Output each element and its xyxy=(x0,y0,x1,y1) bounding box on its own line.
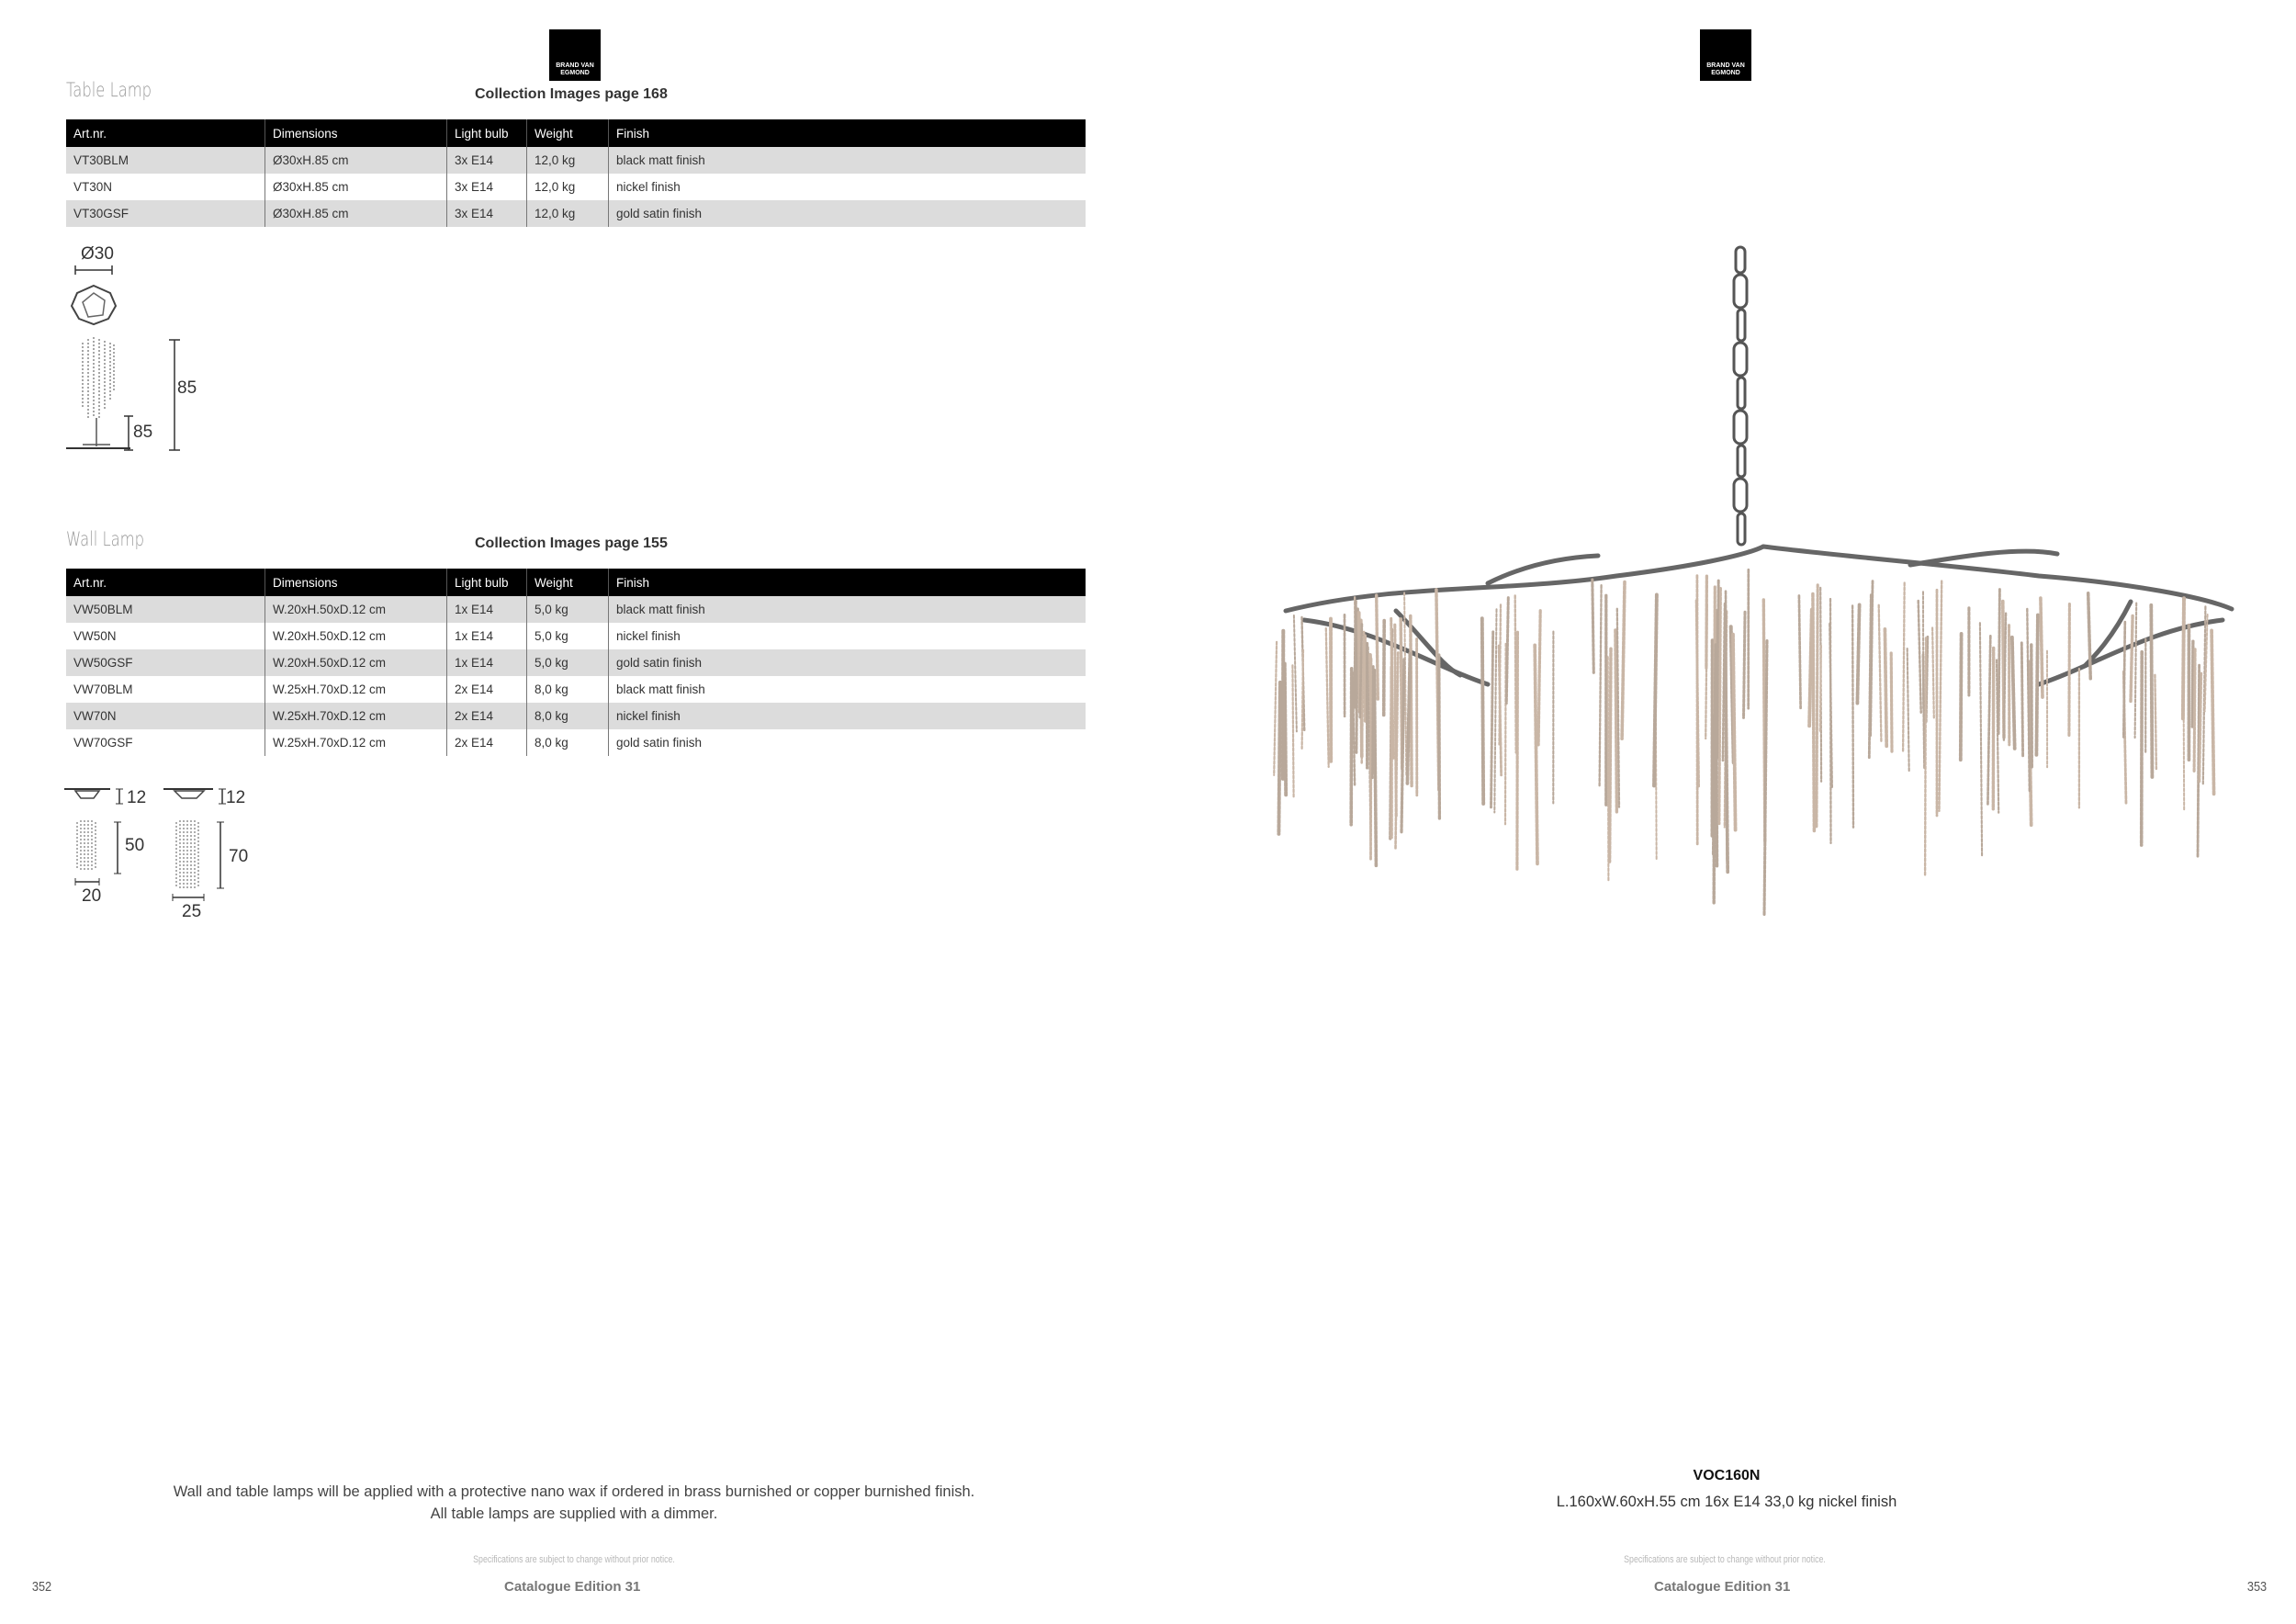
crystal-strand xyxy=(1903,583,1905,752)
cell-weight: 8,0 kg xyxy=(527,703,609,729)
wall-lamp-large-width: 25 xyxy=(182,902,202,921)
crystal-strand xyxy=(1482,618,1483,804)
cell-dimensions: W.20xH.50xD.12 cm xyxy=(265,649,447,676)
crystal-strand xyxy=(2069,604,2070,736)
table-row xyxy=(66,200,1086,227)
crystal-strand xyxy=(2088,593,2091,681)
cell-weight: 12,0 kg xyxy=(527,147,609,174)
crystal-strand xyxy=(1998,590,1999,734)
crystal-strand xyxy=(2131,616,2133,702)
cell-dimensions: Ø30xH.85 cm xyxy=(265,200,447,227)
crystal-strand xyxy=(2012,637,2015,749)
cell-weight: 12,0 kg xyxy=(527,174,609,200)
brand-logo-right: BRAND VAN EGMOND xyxy=(1700,29,1751,81)
crystal-strand xyxy=(1326,628,1329,767)
crystal-strand xyxy=(1302,650,1303,749)
crystal-strand xyxy=(1535,645,1537,864)
cell-finish: black matt finish xyxy=(609,147,1086,174)
table-row xyxy=(66,729,1086,756)
crystal-strand xyxy=(1891,653,1892,751)
table-lamp-collection-ref: Collection Images page 168 xyxy=(475,86,668,102)
crystal-strand xyxy=(1733,635,1736,830)
table-header-row xyxy=(66,119,1086,147)
crystal-strand xyxy=(2212,630,2214,795)
table-row xyxy=(66,649,1086,676)
finish-note-line1: Wall and table lamps will be applied with a protective nano wax if ordered in brass burnished or copper burnished finish. xyxy=(173,1483,975,1500)
crystal-strands xyxy=(1274,570,2213,916)
wall-lamp-small-height: 50 xyxy=(125,836,145,855)
crystal-strand xyxy=(2192,641,2193,728)
finish-note-line2: All table lamps are supplied with a dimmer. xyxy=(430,1506,718,1522)
wall-lamp-collection-ref: Collection Images page 155 xyxy=(475,536,668,551)
header-finish: Finish xyxy=(609,119,1086,147)
crystal-strand xyxy=(1719,588,1721,823)
header-art-nr: Art.nr. xyxy=(66,569,265,596)
crystal-strand xyxy=(1374,671,1376,866)
wall-lamp-spec-table xyxy=(66,569,1086,756)
cell-art-nr: VT30GSF xyxy=(66,200,265,227)
crystal-strand xyxy=(1622,582,1625,739)
crystal-strand xyxy=(1857,604,1859,703)
wall-lamp-small-depth: 12 xyxy=(127,788,147,807)
cell-dimensions: W.20xH.50xD.12 cm xyxy=(265,596,447,623)
cell-art-nr: VT30N xyxy=(66,174,265,200)
header-light-bulb: Light bulb xyxy=(447,569,527,596)
crystal-strand xyxy=(1869,595,1871,758)
crystal-strand xyxy=(2041,598,2043,698)
cell-art-nr: VW50GSF xyxy=(66,649,265,676)
cell-dimensions: Ø30xH.85 cm xyxy=(265,174,447,200)
footer-left: Catalogue Edition 31 xyxy=(504,1579,641,1595)
product-spec: L.160xW.60xH.55 cm 16x E14 33,0 kg nickel finish xyxy=(1556,1494,1897,1510)
crystal-strand xyxy=(1351,669,1352,825)
cell-light-bulb: 3x E14 xyxy=(447,174,527,200)
cell-finish: nickel finish xyxy=(609,703,1086,729)
crystal-strand xyxy=(2155,675,2156,769)
cell-weight: 8,0 kg xyxy=(527,729,609,756)
cell-finish: black matt finish xyxy=(616,682,705,696)
crystal-strand xyxy=(1593,580,1594,672)
crystal-strand xyxy=(2123,622,2125,737)
header-dimensions: Dimensions xyxy=(265,119,447,147)
cell-dimensions: W.25xH.70xD.12 cm xyxy=(265,676,447,703)
table-row xyxy=(66,147,1086,174)
crystal-strand xyxy=(1705,605,1707,739)
cell-weight: 5,0 kg xyxy=(527,623,609,649)
cell-dimensions: Ø30xH.85 cm xyxy=(265,147,447,174)
cell-light-bulb: 1x E14 xyxy=(447,623,527,649)
crystal-strand xyxy=(1879,605,1882,741)
crystal-strand xyxy=(1600,585,1602,786)
crystal-strand xyxy=(1292,665,1293,796)
crystal-strand xyxy=(1987,636,1990,806)
cell-light-bulb: 2x E14 xyxy=(447,676,527,703)
cell-art-nr: VT30BLM xyxy=(66,147,265,174)
crystal-strand xyxy=(2036,615,2038,755)
crystal-strand xyxy=(1494,609,1496,812)
crystal-strand xyxy=(1919,601,1921,713)
crystal-strand xyxy=(1384,621,1385,717)
crystal-strand xyxy=(1278,682,1280,834)
header-finish: Finish xyxy=(609,569,1086,596)
crystal-strand xyxy=(1940,581,1942,811)
crystal-strand xyxy=(2194,649,2195,772)
header-dimensions: Dimensions xyxy=(265,569,447,596)
crystal-strand xyxy=(1517,632,1518,870)
crystal-strand xyxy=(1294,615,1297,731)
cell-finish: black matt finish xyxy=(609,596,1086,623)
crystal-strand xyxy=(1515,595,1516,752)
table-lamp-title: Table Lamp xyxy=(66,79,152,101)
chandelier-image xyxy=(1212,234,2268,951)
table-header-row xyxy=(66,569,1086,596)
crystal-strand xyxy=(1744,612,1746,717)
crystal-strand xyxy=(1980,623,1982,857)
crystal-strand xyxy=(1371,659,1372,860)
cell-finish: gold satin finish xyxy=(609,649,1086,676)
cell-weight: 5,0 kg xyxy=(527,649,609,676)
cell-dimensions: W.25xH.70xD.12 cm xyxy=(265,703,447,729)
crystal-strand xyxy=(1961,634,1962,760)
table-row xyxy=(66,623,1086,649)
cell-light-bulb: 3x E14 xyxy=(447,147,527,174)
table-lamp-height-label: 85 xyxy=(177,378,197,398)
crystal-strand xyxy=(1285,663,1286,796)
header-weight: Weight xyxy=(527,569,609,596)
footer-right: Catalogue Edition 31 xyxy=(1654,1579,1791,1595)
crystal-strand xyxy=(1407,654,1410,784)
cell-finish: gold satin finish xyxy=(616,736,703,750)
chain xyxy=(1734,247,1747,545)
cell-art-nr: VW70N xyxy=(66,703,265,729)
cell-art-nr: VW50BLM xyxy=(66,596,265,623)
cell-weight: 5,0 kg xyxy=(527,596,609,623)
crystal-strand xyxy=(1885,629,1886,746)
crystal-strand xyxy=(1817,585,1818,828)
wall-lamp-title: Wall Lamp xyxy=(66,528,145,550)
crystal-strand xyxy=(1813,594,1815,831)
wall-lamp-large-height: 70 xyxy=(229,847,249,866)
table-lamp-diameter-label: Ø30 xyxy=(81,244,114,264)
brand-logo-left: BRAND VAN EGMOND xyxy=(549,29,601,81)
wall-lamp-small-width: 20 xyxy=(82,886,102,906)
page-number-left: 352 xyxy=(31,1579,52,1595)
cell-finish: nickel finish xyxy=(616,629,681,643)
crystal-strand xyxy=(1439,655,1440,818)
header-weight: Weight xyxy=(527,119,609,147)
cell-weight: 12,0 kg xyxy=(527,200,609,227)
crystal-strand xyxy=(1491,632,1493,807)
crystal-strand xyxy=(1610,648,1611,862)
cell-art-nr: VW70BLM xyxy=(66,676,265,703)
disclaimer-right: Specifications are subject to change without prior notice. xyxy=(1624,1554,1826,1565)
crystal-strand xyxy=(1799,596,1801,708)
crystal-strand xyxy=(1355,602,1356,708)
crystal-strand xyxy=(2135,603,2137,739)
cell-light-bulb: 2x E14 xyxy=(447,729,527,756)
cell-light-bulb: 1x E14 xyxy=(447,596,527,623)
table-lamp-spec-table xyxy=(66,119,1086,227)
table-row xyxy=(66,676,1086,703)
cell-art-nr: VW70GSF xyxy=(66,729,265,756)
crystal-strand xyxy=(1538,611,1540,745)
table-row xyxy=(66,174,1086,200)
cell-light-bulb: 3x E14 xyxy=(447,200,527,227)
cell-weight: 8,0 kg xyxy=(527,676,609,703)
product-code: VOC160N xyxy=(1693,1468,1761,1483)
crystal-strand xyxy=(1506,598,1508,704)
crystal-strand xyxy=(1377,595,1379,700)
cell-light-bulb: 1x E14 xyxy=(447,649,527,676)
cell-finish: nickel finish xyxy=(616,180,681,194)
crystal-strand xyxy=(1395,625,1397,818)
crystal-strand xyxy=(1908,648,1909,771)
crystal-strand xyxy=(2151,605,2152,777)
cell-dimensions: W.25xH.70xD.12 cm xyxy=(265,729,447,756)
crystal-strand xyxy=(1925,637,1926,875)
table-row xyxy=(66,596,1086,623)
page-number-right: 353 xyxy=(2246,1579,2268,1595)
crystal-strand xyxy=(1923,655,1925,769)
header-light-bulb: Light bulb xyxy=(447,119,527,147)
cell-dimensions: W.20xH.50xD.12 cm xyxy=(265,623,447,649)
crystal-strand xyxy=(2183,598,2184,718)
disclaimer-left: Specifications are subject to change without prior notice. xyxy=(473,1554,675,1565)
crystal-strand xyxy=(1932,628,1934,718)
crystal-strand xyxy=(2021,643,2022,756)
cell-art-nr: VW50N xyxy=(66,623,265,649)
crystal-strand xyxy=(1852,605,1853,827)
crystal-strand xyxy=(2142,652,2143,845)
cell-light-bulb: 2x E14 xyxy=(447,703,527,729)
crystal-strand xyxy=(1274,642,1277,775)
crystal-strand xyxy=(1830,599,1831,843)
table-lamp-base-height-label: 85 xyxy=(133,423,153,442)
table-row xyxy=(66,703,1086,729)
header-art-nr: Art.nr. xyxy=(66,119,265,147)
crystal-strand xyxy=(1615,630,1617,814)
cell-finish: gold satin finish xyxy=(609,200,1086,227)
wall-lamp-large-depth: 12 xyxy=(226,788,246,807)
